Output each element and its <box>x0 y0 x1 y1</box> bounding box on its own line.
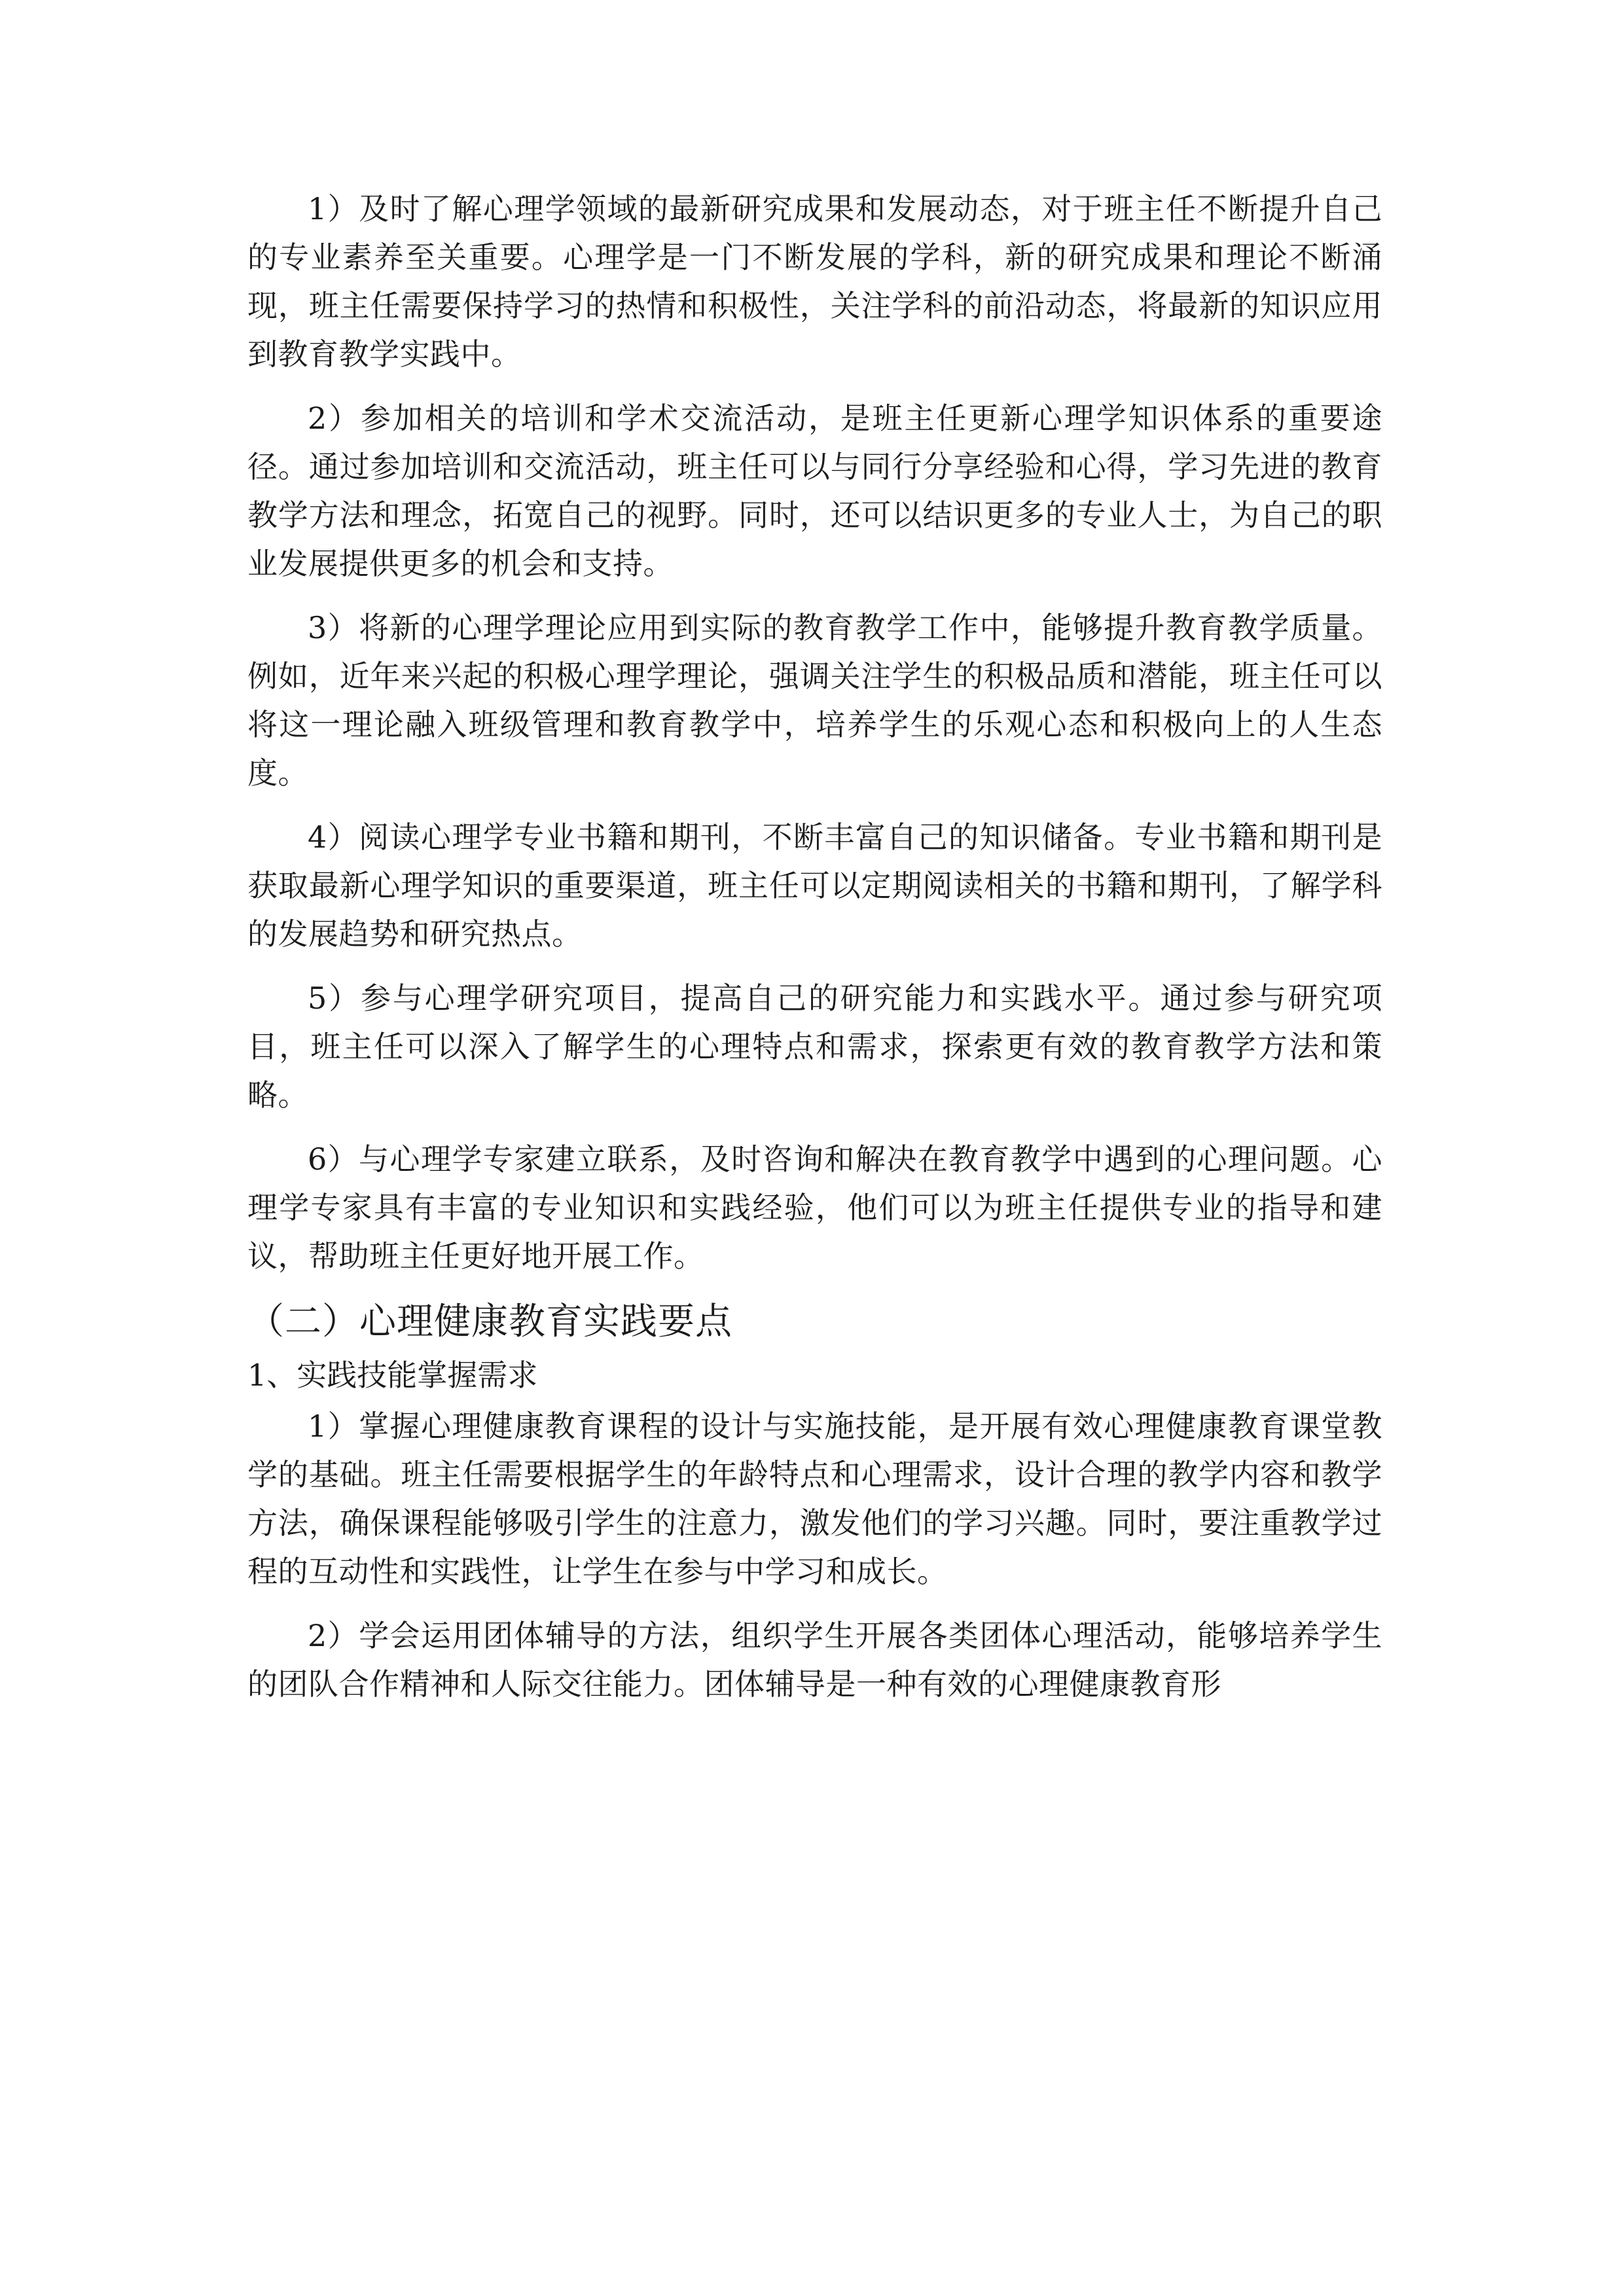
paragraph-8: 2）学会运用团体辅导的方法，组织学生开展各类团体心理活动，能够培养学生的团队合作精神和人际交往能力。团体辅导是一种有效的心理健康教育形 <box>247 1618 1382 1702</box>
section-heading: （二）心理健康教育实践要点 <box>247 1300 732 1343</box>
document-body <box>247 185 1382 1724</box>
paragraph-2: 2）参加相关的培训和学术交流活动，是班主任更新心理学知识体系的重要途径。通过参加培训和交流活动，班主任可以与同行分享经验和心得，学习先进的教育教学方法和理念，拓宽自己的视野。同时，还可以结识更多的专业人士，为自己的职业发展提供更多的机会和支持。 <box>247 401 1382 581</box>
paragraph-4: 4）阅读心理学专业书籍和期刊，不断丰富自己的知识储备。专业书籍和期刊是获取最新心理学知识的重要渠道，班主任可以定期阅读相关的书籍和期刊，了解学科的发展趋势和研究热点。 <box>247 819 1382 952</box>
paragraph-3: 3）将新的心理学理论应用到实际的教育教学工作中，能够提升教育教学质量。例如，近年来兴起的积极心理学理论，强调关注学生的积极品质和潜能，班主任可以将这一理论融入班级管理和教育教学中，培养学生的乐观心态和积极向上的人生态度。 <box>247 610 1382 791</box>
paragraph-5: 5）参与心理学研究项目，提高自己的研究能力和实践水平。通过参与研究项目，班主任可以深入了解学生的心理特点和需求，探索更有效的教育教学方法和策略。 <box>247 980 1382 1113</box>
paragraph-7: 1）掌握心理健康教育课程的设计与实施技能，是开展有效心理健康教育课堂教学的基础。班主任需要根据学生的年龄特点和心理需求，设计合理的教学内容和教学方法，确保课程能够吸引学生的注意力，激发他们的学习兴趣。同时，要注重教学过程的互动性和实践性，让学生在参与中学习和成长。 <box>247 1408 1382 1589</box>
paragraph-1: 1）及时了解心理学领域的最新研究成果和发展动态，对于班主任不断提升自己的专业素养至关重要。心理学是一门不断发展的学科，新的研究成果和理论不断涌现，班主任需要保持学习的热情和积极性，关注学科的前沿动态，将最新的知识应用到教育教学实践中。 <box>247 191 1382 372</box>
sub-heading: 1、实践技能掌握需求 <box>247 1357 538 1393</box>
paragraph-6: 6）与心理学专家建立联系，及时咨询和解决在教育教学中遇到的心理问题。心理学专家具有丰富的专业知识和实践经验，他们可以为班主任提供专业的指导和建议，帮助班主任更好地开展工作。 <box>247 1141 1382 1274</box>
